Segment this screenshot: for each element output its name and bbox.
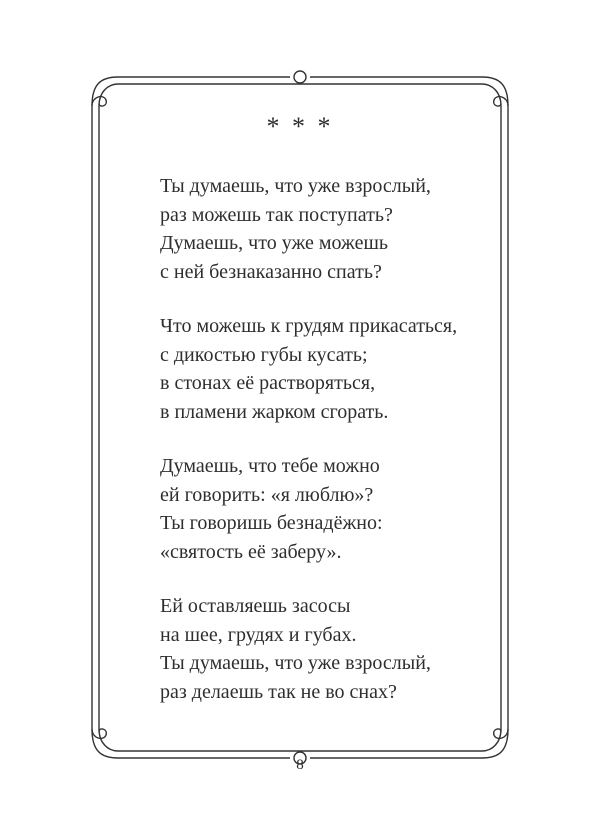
poem-line: Ты думаешь, что уже взрослый, (160, 175, 431, 197)
poem-line: с ней безнаказанно спать? (160, 260, 382, 283)
poem-line: раз делаешь так не во снах? (160, 680, 397, 703)
poem-body (160, 172, 520, 732)
poem-line: ей говорить: «я люблю»? (160, 483, 374, 506)
corner-flourish-top-left (92, 77, 118, 106)
corner-flourish-bottom-left (92, 729, 118, 758)
poem-line: на шее, грудях и губах. (160, 623, 357, 646)
poem-line: Ей оставляешь засосы (160, 595, 351, 617)
stanza-4 (160, 592, 520, 706)
stanza-1 (160, 172, 520, 286)
poem-line: Ты думаешь, что уже взрослый, (160, 652, 431, 674)
poem-line: с дикостью губы кусать; (160, 343, 368, 366)
poem-line: «святость её заберу». (160, 540, 342, 563)
page-number: 8 (296, 757, 304, 773)
stanza-3 (160, 452, 520, 566)
poem-line: Думаешь, что тебе можно (160, 455, 380, 477)
poem-line: в пламени жарком сгорать. (160, 400, 389, 423)
poem-line: в стонах её растворяться, (160, 372, 376, 394)
section-ornament-stars: * * * (266, 112, 334, 141)
corner-flourish-bottom-right (482, 729, 508, 758)
top-center-ornament (294, 71, 306, 83)
stanza-2 (160, 312, 520, 426)
poem-line: Думаешь, что уже можешь (160, 232, 388, 254)
poem-line: Что можешь к грудям прикасаться, (160, 315, 458, 337)
poem-line: раз можешь так поступать? (160, 203, 393, 226)
corner-flourish-top-right (482, 77, 508, 106)
poem-line: Ты говоришь безнадёжно: (160, 512, 383, 534)
